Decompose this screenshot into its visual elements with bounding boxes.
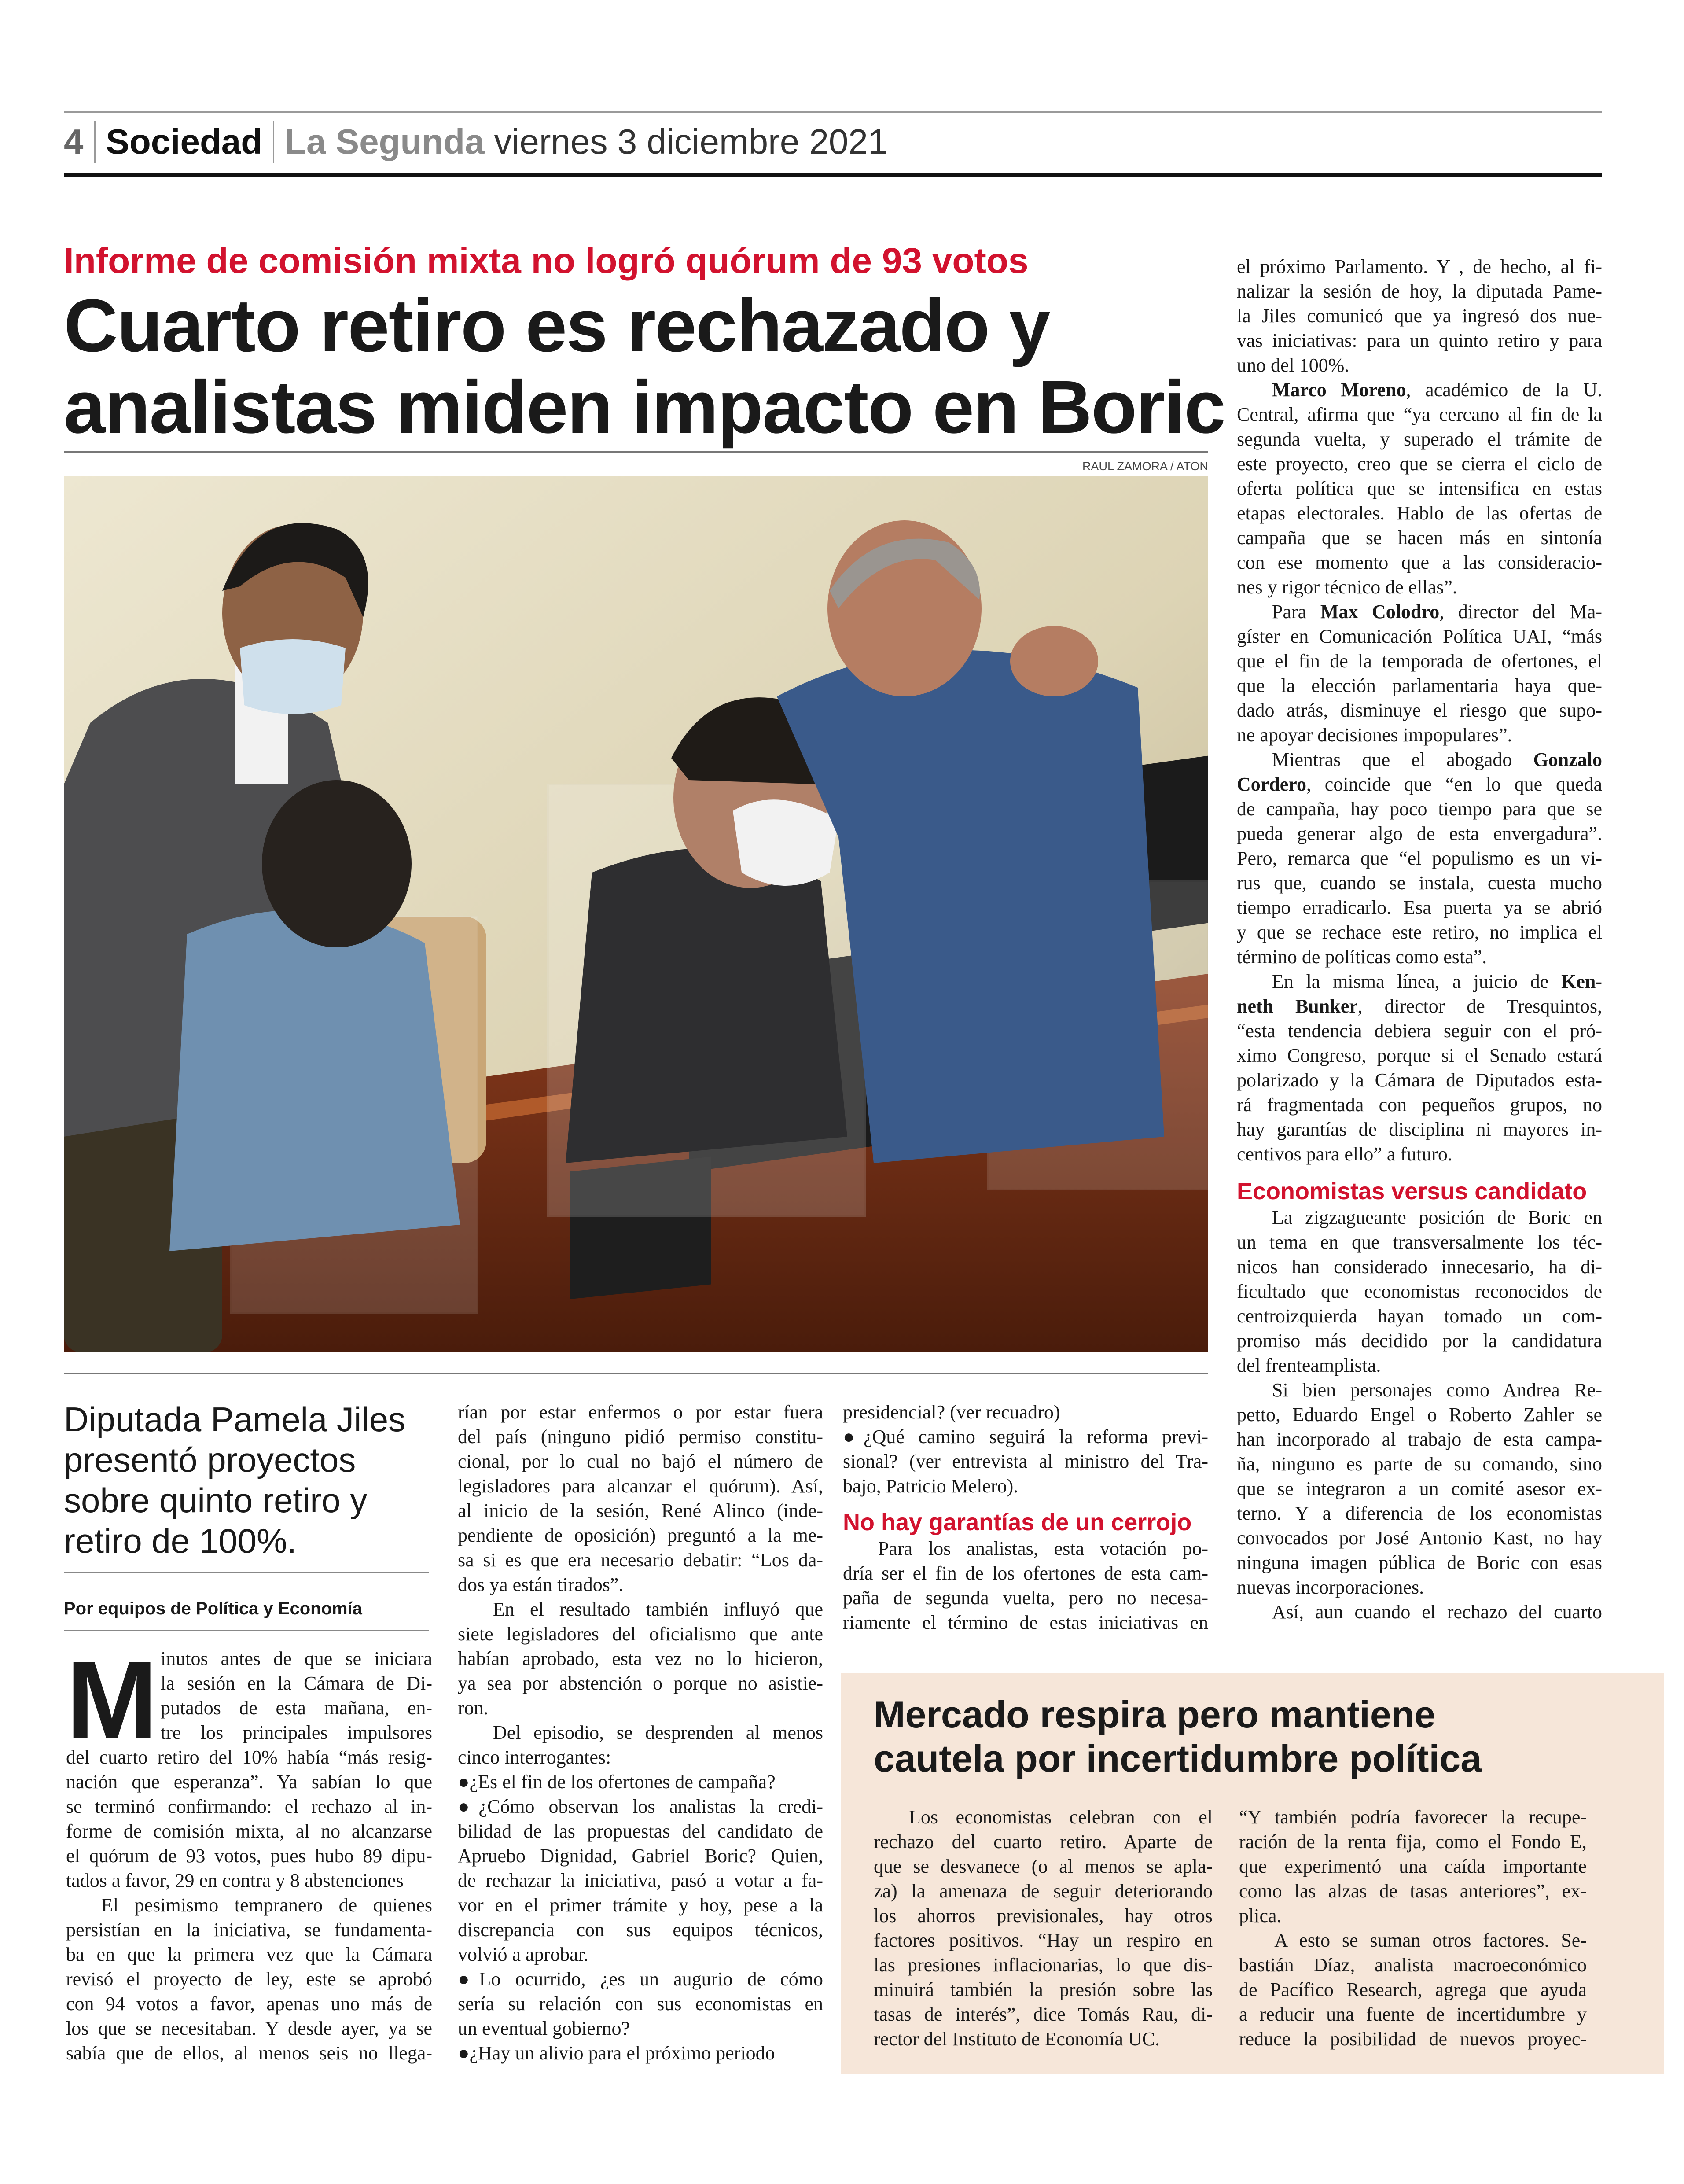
text-line: dría ser el fin de los ofertones de esta cam- [843,1562,1208,1584]
text-line: terno. Y a diferencia de los economistas [1237,1503,1602,1524]
text-line: ●¿Hay un alivio para el próximo periodo [458,2042,775,2064]
text-line [1237,994,1602,1019]
text-line: bajo, Patricio Melero). [843,1475,1018,1497]
article-deck [64,1399,429,1561]
article-title [64,284,1225,449]
text-line: campaña que se hacen más en sintonía [1237,527,1602,549]
text-line: que se desvanece (o al menos se apla- [874,1856,1213,1877]
text-line: Pero, remarca que “el populismo es un vi- [1237,847,1602,869]
text-line: pendiente de oposición) preguntó a la me- [458,1525,823,1546]
article-column-2 [458,1400,823,2066]
text-line: han incorporado al trabajo de esta campa- [1237,1429,1602,1450]
text-fragment: , coincide que “en lo que queda [1306,773,1602,795]
text-line: de campaña, hay poco tiempo para que se [1237,798,1602,820]
text-line: Central, afirma que “ya cercano al fin de la [1237,404,1602,425]
text-line: ficultado que economistas reconocidos de [1237,1281,1602,1302]
deck-line: presentó proyectos [64,1440,356,1479]
text-line: del cuarto retiro del 10% había “más resig- [66,1746,432,1768]
text-fragment: Para [1272,601,1320,622]
text-line: polarizado y la Cámara de Diputados esta- [1237,1069,1602,1091]
masthead-bottom-rule [64,173,1602,177]
box-title [874,1693,1648,1781]
byline-rule [64,1630,429,1631]
text-line: nación que esperanza”. Ya sabían lo que [66,1771,432,1793]
text-line: Apruebo Dignidad, Gabriel Boric? Quien, [458,1845,823,1867]
text-line: del país (ninguno pidió permiso constitu- [458,1426,823,1447]
text-line: promiso más decidido por la candidatura [1237,1330,1602,1352]
text-line: ron. [458,1697,489,1719]
text-line: vor en el primer trámite y hoy, pese a la [458,1894,823,1916]
text-line: ●¿Es el fin de los ofertones de campaña? [458,1771,776,1793]
text-line [1237,748,1602,772]
text-line: rechazo del cuarto retiro. Aparte de [874,1831,1213,1853]
text-line: que se integraron a un comité asesor ex- [1237,1478,1602,1499]
text-line: la Jiles comunicó que ya ingresó dos nue- [1237,305,1602,327]
photo-person-seated [169,910,460,1251]
text-line: los ahorros previsionales, hay otros [874,1905,1213,1926]
text-line: de rechazar la iniciativa, pasó a votar a fa- [458,1870,823,1891]
title-line: analistas miden impacto en Boric [64,365,1225,449]
text-line: legisladores para alcanzar el quórum). Así, [458,1475,823,1497]
text-line: Así, aun cuando el rechazo del cuarto [1272,1601,1602,1623]
text-line: petto, Eduardo Engel o Roberto Zahler se [1237,1404,1602,1425]
text-line: discrepancia con sus equipos técnicos, [458,1919,823,1941]
text-line: “esta tendencia debiera seguir con el pró- [1237,1020,1602,1042]
masthead-divider [273,121,274,163]
text-line: La zigzagueante posición de Boric en [1272,1207,1602,1228]
deck-line: sobre quinto retiro y [64,1481,368,1520]
text-line: bastián Díaz, analista macroeconómico [1239,1954,1587,1976]
text-line: ba en que la primera vez que la Cámara [66,1944,432,1965]
text-line: nuevas incorporaciones. [1237,1576,1424,1598]
text-line: cional, por lo cual no bajó el número de [458,1451,823,1472]
text-line: un eventual gobierno? [458,2018,630,2039]
text-line: El pesimismo tempranero de quienes [101,1894,432,1916]
text-line: Para los analistas, esta votación po- [878,1538,1208,1559]
text-line: que el fin de la temporada de ofertones, el [1237,650,1602,672]
text-line: y que se rechace este retiro, no implica el [1237,921,1602,943]
text-line: rus que, cuando se instala, cuesta mucho [1237,872,1602,894]
photo-bottom-rule [64,1373,1208,1374]
text-line: del frenteamplista. [1237,1355,1381,1376]
text-line: etapas electorales. Hablo de las ofertas de [1237,502,1602,524]
text-line: forme de comisión mixta, al no alcanzarse [66,1820,432,1842]
text-line: ninguna imagen pública de Boric con esas [1237,1552,1602,1573]
text-line: za) la amenaza de seguir deteriorando [874,1880,1213,1902]
text-line: minuirá también la presión sobre las [874,1979,1213,2000]
text-line: dado atrás, disminuye el riesgo que supo- [1237,700,1602,721]
text-fragment: , académico de la U. [1406,379,1602,401]
page-number: 4 [64,122,84,161]
text-line: En el resultado también influyó que [493,1598,823,1620]
article-photo [64,476,1208,1352]
photo-credit: RAUL ZAMORA / ATON [1082,460,1208,473]
text-line: vas iniciativas: para un quinto retiro y para [1237,330,1602,351]
text-line: sa si es que era necesario debatir: “Los da- [458,1549,823,1571]
text-line: se terminó confirmando: el rechazo al in- [66,1796,432,1817]
subhead-cerrojo: No hay garantías de un cerrojo [843,1509,1192,1536]
text-line: con 94 votos a favor, apenas uno más de [66,1993,432,2015]
text-line: convocados por José Antonio Kast, no hay [1237,1527,1602,1549]
text-line: hay garantías de disciplina ni mayores in- [1237,1119,1602,1140]
text-line: de Pacífico Research, agrega que ayuda [1239,1979,1587,2000]
article-kicker: Informe de comisión mixta no logró quórum de 93 votos [64,241,1029,281]
text-line: habían aprobado, esta vez no lo hicieron, [458,1648,823,1669]
masthead-top-rule [64,111,1602,113]
deck-rule [64,1572,429,1573]
box-column-1 [874,1805,1213,2051]
text-line [1237,969,1602,994]
text-line: al inicio de la sesión, René Alinco (inde- [458,1500,823,1521]
text-line: Los economistas celebran con el [909,1806,1213,1828]
text-line: ●¿Qué camino seguirá la reforma previ- [843,1426,1208,1447]
text-line: cinco interrogantes: [458,1746,611,1768]
name-moreno: Marco Moreno [1272,379,1406,401]
text-line: que la elección parlamentaria haya que- [1237,675,1602,696]
text-line: tados a favor, 29 en contra y 8 abstenciones [66,1870,404,1891]
box-column-2 [1239,1805,1587,2051]
text-line: inutos antes de que se iniciara [161,1648,432,1669]
newspaper-name: La Segunda [285,122,485,161]
section-name: Sociedad [106,122,263,161]
text-line: nicos han considerado innecesario, ha di- [1237,1256,1602,1278]
text-line: factores positivos. “Hay un respiro en [874,1930,1213,1951]
article-column-1 [66,1639,432,2066]
text-line: un tema en que transversalmente los téc- [1237,1231,1602,1253]
text-line: persistían en la iniciativa, se fundamenta- [66,1919,432,1941]
text-line: plica. [1239,1905,1282,1926]
text-line: pueda generar algo de esta envergadura”. [1237,823,1602,844]
text-line: riamente el término de estas iniciativas en [843,1612,1208,1633]
photo-person-center [566,848,847,1163]
text-line: sería su relación con sus economistas en [458,1993,823,2015]
text-line: los que se necesitaban. Y desde ayer, ya se [66,2018,432,2039]
text-line: a reducir una fuente de incertidumbre y [1239,2004,1587,2025]
photo-top-rule [64,451,1208,453]
text-line: volvió a aprobar. [458,1944,588,1965]
issue-date: viernes 3 diciembre 2021 [494,122,888,161]
article-column-3 [843,1400,1208,1635]
text-line [1237,600,1602,624]
text-line: tiempo erradicarlo. Esa puerta ya se abrió [1237,897,1602,918]
text-line: rector del Instituto de Economía UC. [874,2028,1160,2050]
text-line: “Y también podría favorecer la recupe- [1239,1806,1587,1828]
text-line: tasas de interés”, dice Tomás Rau, di- [874,2004,1213,2025]
text-line: rá fragmentada con pequeños grupos, no [1237,1094,1602,1116]
text-line [1237,772,1602,797]
text-line: centroizquierda hayan tomado un com- [1237,1305,1602,1327]
article-column-4 [1237,254,1602,1624]
text-line: siete legisladores del oficialismo que ante [458,1623,823,1645]
text-fragment: Mientras que el abogado [1272,749,1533,770]
text-line: término de políticas como esta”. [1237,946,1487,968]
text-line: rían por estar enfermos o por estar fuera [458,1401,823,1423]
text-line: revisó el proyecto de ley, este se aprobó [66,1968,432,1990]
text-line: centivos para ello” a futuro. [1237,1143,1452,1165]
text-line: las presiones inflacionarias, lo que dis- [874,1954,1213,1976]
subhead-economistas: Economistas versus candidato [1237,1178,1587,1204]
text-fragment: , director del Ma- [1439,601,1602,622]
text-line: gíster en Comunicación Política UAI, “más [1237,626,1602,647]
text-line: oferta política que se intensifica en estas [1237,478,1602,499]
text-line: nes y rigor técnico de ellas”. [1237,576,1457,598]
text-line: uno del 100%. [1237,354,1349,376]
drop-cap: M [66,1639,158,1761]
text-line: como las alzas de tasas anteriores”, ex- [1239,1880,1587,1902]
photo-person-seated-head [262,780,412,947]
masthead [64,115,887,168]
text-line: el quórum de 93 votos, pues hubo 89 dipu- [66,1845,432,1867]
photo-mask [733,799,838,886]
name-cordero: Gonzalo [1533,749,1602,770]
text-line: paña de segunda vuelta, pero no necesa- [843,1587,1208,1609]
text-line: Si bien personajes como Andrea Re- [1272,1379,1602,1401]
box-title-line: cautela por incertidumbre política [874,1738,1482,1780]
text-line [1237,378,1602,402]
text-line: sional? (ver entrevista al ministro del Tra- [843,1451,1208,1472]
name-bunker: neth Bunker [1237,995,1358,1017]
text-line: presidencial? (ver recuadro) [843,1401,1060,1423]
byline: Por equipos de Política y Economía [64,1599,362,1618]
name-cordero: Cordero [1237,773,1307,795]
photo-mask [240,639,346,714]
text-line: ne apoyar decisiones impopulares”. [1237,724,1512,746]
text-line: nalizar la sesión de hoy, la diputada Pame- [1237,280,1602,302]
text-line: bilidad de las propuestas del candidato de [458,1820,823,1842]
title-line: Cuarto retiro es rechazado y [64,284,1050,368]
text-line: putados de esta mañana, en- [161,1697,432,1719]
box-title-line: Mercado respira pero mantiene [874,1694,1436,1736]
text-fragment: En la misma línea, a juicio de [1272,971,1562,992]
deck-line: Diputada Pamela Jiles [64,1400,406,1439]
text-line: ximo Congreso, porque si el Senado estará [1237,1045,1602,1066]
text-line: sabía que de ellos, al menos seis no llega- [66,2042,432,2064]
text-fragment: , director de Tresquintos, [1357,995,1602,1017]
text-line: ña, ninguno es parte de su comando, sino [1237,1453,1602,1475]
name-colodro: Max Colodro [1320,601,1440,622]
text-line: la sesión en la Cámara de Di- [161,1672,432,1694]
text-line: ●Lo ocurrido, ¿es un augurio de cómo [458,1968,823,1990]
text-line: el próximo Parlamento. Y , de hecho, al fi- [1237,256,1602,277]
photo-person-right-hand [1010,626,1098,696]
text-line: Del episodio, se desprenden al menos [493,1722,823,1743]
text-line: dos ya están tirados”. [458,1574,624,1595]
text-line: este proyecto, creo que se cierra el ciclo de [1237,453,1602,475]
deck-line: retiro de 100%. [64,1521,297,1560]
name-bunker: Ken- [1561,971,1602,992]
text-line: reduce la posibilidad de nuevos proyec- [1239,2028,1587,2050]
masthead-divider [94,121,96,163]
text-line: con ese momento que a las consideracio- [1237,552,1602,573]
text-line: ya sea por abstención o porque no asistie- [458,1672,823,1694]
text-line: A esto se suman otros factores. Se- [1274,1930,1587,1951]
text-line: segunda vuelta, y superado el trámite de [1237,428,1602,450]
text-line: que experimentó una caída importante [1239,1856,1587,1877]
text-line: ●¿Cómo observan los analistas la credi- [458,1796,823,1817]
text-line: tre los principales impulsores [161,1722,432,1743]
text-line: ración de la renta fija, como el Fondo E, [1239,1831,1587,1853]
